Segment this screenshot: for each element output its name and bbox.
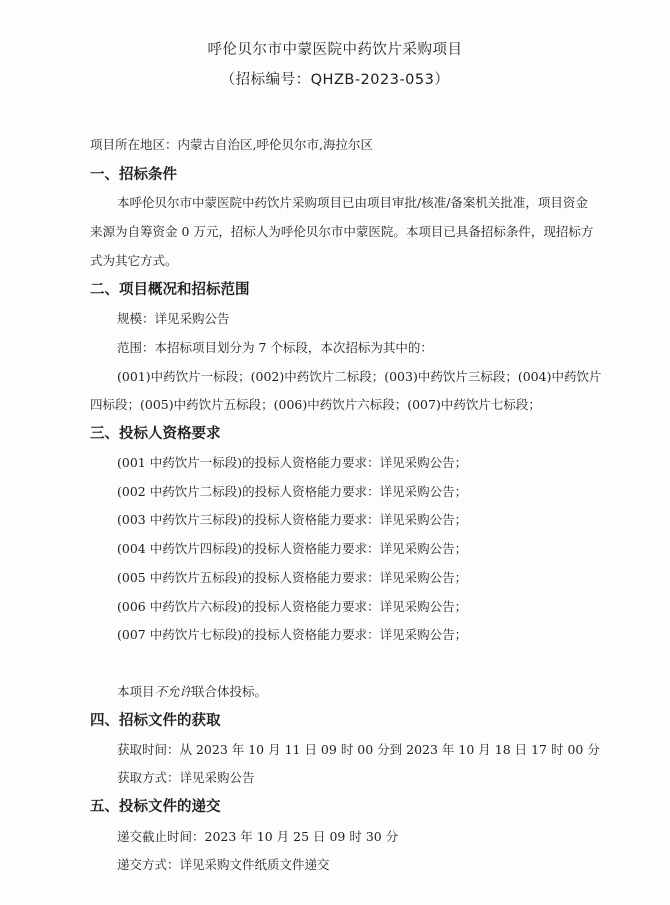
s2-scope: 范围：本招标项目划分为 7 个标段，本次招标为其中的： <box>117 340 433 355</box>
consortium-post: 联合体投标。 <box>192 684 268 699</box>
s4-acquisition-time: 获取时间：从 2023 年 10 月 11 日 09 时 00 分到 2023 年 10 月 18 日 17 时 00 分 <box>117 742 600 757</box>
section-heading-2: 二、项目概况和招标范围 <box>90 282 250 298</box>
s3-requirement-1: (001 中药饮片一标段)的投标人资格能力要求：详见采购公告； <box>117 455 468 470</box>
s1-paragraph-line-3: 式为其它方式。 <box>90 253 178 268</box>
s3-requirement-4: (004 中药饮片四标段)的投标人资格能力要求：详见采购公告； <box>117 541 468 556</box>
section-heading-5: 五、投标文件的递交 <box>90 799 221 815</box>
section-heading-3: 三、投标人资格要求 <box>90 426 221 442</box>
s5-submission-deadline: 递交截止时间：2023 年 10 月 25 日 09 时 30 分 <box>117 829 399 844</box>
consortium-not-allowed: 不允许 <box>154 684 193 699</box>
s5-submission-method: 递交方式：详见采购文件纸质文件递交 <box>117 857 330 872</box>
s1-paragraph-line-2: 来源为自筹资金 0 万元，招标人为呼伦贝尔市中蒙医院。本项目已具备招标条件，现招标方 <box>90 224 594 239</box>
s3-requirement-6: (006 中药饮片六标段)的投标人资格能力要求：详见采购公告； <box>117 599 468 614</box>
s3-requirement-3: (003 中药饮片三标段)的投标人资格能力要求：详见采购公告； <box>117 512 468 527</box>
s3-consortium-note <box>117 684 267 700</box>
s3-requirement-2: (002 中药饮片二标段)的投标人资格能力要求：详见采购公告； <box>117 484 468 499</box>
s2-lots-line-2: 四标段；(005)中药饮片五标段；(006)中药饮片六标段；(007)中药饮片七标段； <box>90 397 541 412</box>
s1-paragraph-line-1: 本呼伦贝尔市中蒙医院中药饮片采购项目已由项目审批/核准/备案机关批准，项目资金 <box>117 195 588 210</box>
s2-scale: 规模：详见采购公告 <box>117 311 230 326</box>
section-heading-1: 一、招标条件 <box>90 167 177 183</box>
section-heading-4: 四、招标文件的获取 <box>90 713 221 729</box>
consortium-pre: 本项目 <box>117 684 155 699</box>
document-title: 呼伦贝尔市中蒙医院中药饮片采购项目 <box>207 42 463 58</box>
project-region: 项目所在地区：内蒙古自治区,呼伦贝尔市,海拉尔区 <box>90 137 373 152</box>
s3-requirement-7: (007 中药饮片七标段)的投标人资格能力要求：详见采购公告； <box>117 627 468 642</box>
s4-acquisition-method: 获取方式：详见采购公告 <box>117 770 255 785</box>
tender-number: （招标编号：QHZB-2023-053） <box>220 72 450 88</box>
s2-lots-line-1: (001)中药饮片一标段；(002)中药饮片二标段；(003)中药饮片三标段；(004)中药饮片 <box>117 369 602 384</box>
s3-requirement-5: (005 中药饮片五标段)的投标人资格能力要求：详见采购公告； <box>117 570 468 585</box>
